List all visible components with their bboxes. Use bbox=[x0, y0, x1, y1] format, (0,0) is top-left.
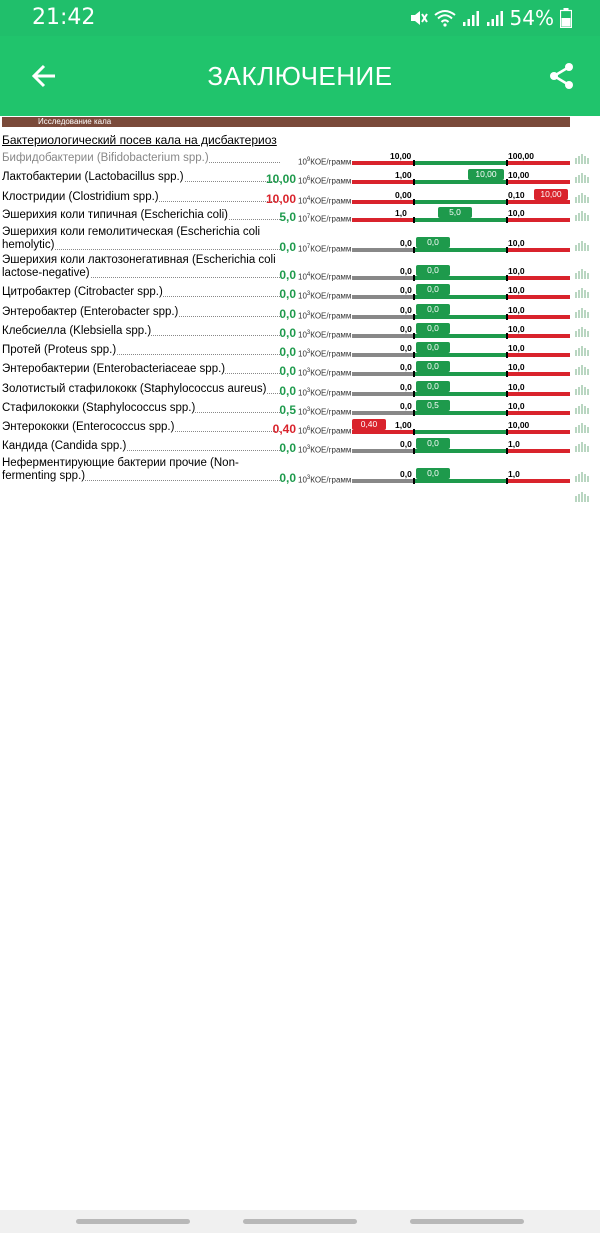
unit-tail: КОЕ/грамм bbox=[310, 349, 352, 359]
range-segment bbox=[414, 334, 507, 338]
range-segment bbox=[414, 430, 507, 434]
range-segment bbox=[507, 315, 570, 319]
result-value: 10,00 bbox=[265, 192, 296, 206]
result-name: Стафилококки (Staphylococcus spp.) bbox=[2, 402, 196, 414]
unit-base: 10 bbox=[298, 349, 307, 359]
share-button[interactable] bbox=[542, 56, 582, 96]
range-segment bbox=[414, 295, 507, 299]
range-segment bbox=[507, 248, 570, 252]
range-high-label: 1,0 bbox=[508, 469, 520, 479]
range-high-label: 1,0 bbox=[508, 439, 520, 449]
range-segment bbox=[414, 479, 507, 483]
result-unit bbox=[298, 291, 351, 301]
reference-range-bar bbox=[352, 372, 570, 376]
history-chart-icon[interactable] bbox=[575, 346, 589, 356]
range-high-label: 10,0 bbox=[508, 343, 525, 353]
reference-range-bar bbox=[352, 276, 570, 280]
value-marker-badge: 0,40 bbox=[352, 419, 386, 430]
range-low-label: 0,0 bbox=[400, 382, 412, 392]
range-tick bbox=[413, 429, 415, 435]
range-low-label: 0,0 bbox=[400, 305, 412, 315]
unit-tail: КОЕ/грамм bbox=[310, 368, 352, 378]
result-value: 0,0 bbox=[279, 307, 296, 321]
mute-icon bbox=[408, 9, 428, 27]
range-segment bbox=[507, 295, 570, 299]
unit-base: 10 bbox=[298, 311, 307, 321]
value-marker-badge: 0,0 bbox=[416, 381, 450, 392]
history-chart-icon[interactable] bbox=[575, 241, 589, 251]
range-high-label: 10,0 bbox=[508, 324, 525, 334]
range-high-label: 100,00 bbox=[508, 151, 534, 161]
range-tick bbox=[413, 371, 415, 377]
unit-base: 10 bbox=[298, 388, 307, 398]
unit-tail: КОЕ/грамм bbox=[310, 426, 352, 436]
result-row[interactable] bbox=[0, 191, 600, 209]
reference-range-bar bbox=[352, 353, 570, 357]
nav-home-button[interactable] bbox=[243, 1219, 357, 1224]
range-low-label: 1,00 bbox=[395, 420, 412, 430]
nav-recent-button[interactable] bbox=[76, 1219, 190, 1224]
range-segment bbox=[352, 411, 414, 415]
result-name: Энтеробактер (Enterobacter spp.) bbox=[2, 306, 179, 318]
range-segment bbox=[414, 200, 507, 204]
result-row[interactable] bbox=[0, 286, 600, 304]
range-segment bbox=[352, 276, 414, 280]
battery-icon bbox=[560, 8, 572, 28]
result-name: Протей (Proteus spp.) bbox=[2, 344, 117, 356]
result-unit bbox=[298, 244, 351, 254]
unit-exponent: 6 bbox=[306, 426, 311, 432]
range-segment bbox=[414, 411, 507, 415]
wifi-icon bbox=[434, 9, 456, 27]
range-segment bbox=[414, 161, 507, 165]
unit-tail: КОЕ/грамм bbox=[310, 475, 352, 485]
range-segment bbox=[507, 430, 570, 434]
signal-icon bbox=[486, 9, 504, 27]
status-time: 21:42 bbox=[32, 5, 96, 30]
range-high-label: 10,0 bbox=[508, 362, 525, 372]
range-segment bbox=[414, 315, 507, 319]
range-low-label: 0,0 bbox=[400, 266, 412, 276]
reference-range-bar bbox=[352, 161, 570, 165]
range-low-label: 0,0 bbox=[400, 469, 412, 479]
value-marker-badge: 0,0 bbox=[416, 265, 450, 276]
value-marker-badge: 0,0 bbox=[416, 323, 450, 334]
result-name: Эшерихия коли лактозонегативная (Escherichia coli bbox=[2, 254, 276, 266]
range-segment bbox=[507, 372, 570, 376]
range-segment bbox=[352, 353, 414, 357]
range-tick bbox=[413, 391, 415, 397]
range-segment bbox=[414, 180, 507, 184]
result-row[interactable] bbox=[0, 226, 600, 254]
result-unit bbox=[298, 176, 351, 186]
value-marker-badge: 0,0 bbox=[416, 361, 450, 372]
range-segment bbox=[352, 180, 414, 184]
result-unit bbox=[298, 272, 351, 282]
range-tick bbox=[413, 333, 415, 339]
range-segment bbox=[507, 180, 570, 184]
range-segment bbox=[352, 392, 414, 396]
range-tick bbox=[413, 199, 415, 205]
result-row[interactable] bbox=[0, 325, 600, 343]
unit-tail: КОЕ/грамм bbox=[310, 407, 352, 417]
reference-range-bar bbox=[352, 315, 570, 319]
unit-base: 10 bbox=[298, 368, 307, 378]
range-segment bbox=[507, 411, 570, 415]
range-tick bbox=[413, 275, 415, 281]
range-segment bbox=[507, 218, 570, 222]
result-row[interactable] bbox=[0, 421, 600, 439]
result-row[interactable] bbox=[0, 209, 600, 227]
range-segment bbox=[352, 315, 414, 319]
range-segment bbox=[414, 353, 507, 357]
unit-tail: КОЕ/грамм bbox=[310, 272, 352, 282]
unit-base: 10 bbox=[298, 157, 307, 167]
result-name-cont: lactose-negative) bbox=[2, 267, 90, 279]
range-tick bbox=[413, 478, 415, 484]
unit-base: 10 bbox=[298, 475, 307, 485]
history-chart-icon[interactable] bbox=[575, 472, 589, 482]
unit-tail: КОЕ/грамм bbox=[310, 291, 352, 301]
result-row[interactable] bbox=[0, 306, 600, 324]
result-unit bbox=[298, 388, 351, 398]
result-value: 0,0 bbox=[279, 384, 296, 398]
range-segment bbox=[352, 334, 414, 338]
nav-back-button[interactable] bbox=[410, 1219, 524, 1224]
result-value: 0,0 bbox=[279, 326, 296, 340]
result-value: 0,0 bbox=[279, 364, 296, 378]
reference-range-bar bbox=[352, 449, 570, 453]
status-bar bbox=[0, 0, 600, 36]
range-tick bbox=[413, 410, 415, 416]
section-header: Бактериологический посев кала на дисбактериоз bbox=[2, 133, 277, 147]
unit-tail: КОЕ/грамм bbox=[310, 445, 352, 455]
unit-exponent: 6 bbox=[306, 176, 311, 182]
unit-exponent: 3 bbox=[306, 311, 311, 317]
value-marker-badge: 0,0 bbox=[416, 342, 450, 353]
range-segment bbox=[507, 334, 570, 338]
unit-base: 10 bbox=[298, 176, 307, 186]
range-low-label: 0,0 bbox=[400, 439, 412, 449]
result-value: 0,0 bbox=[279, 268, 296, 282]
value-marker-badge: 0,0 bbox=[416, 304, 450, 315]
range-segment bbox=[414, 392, 507, 396]
unit-tail: КОЕ/грамм bbox=[310, 196, 352, 206]
range-tick bbox=[413, 217, 415, 223]
range-low-label: 10,00 bbox=[390, 151, 412, 161]
system-icons bbox=[408, 6, 572, 30]
unit-exponent: 4 bbox=[306, 272, 311, 278]
unit-exponent: 4 bbox=[306, 196, 311, 202]
range-high-label: 10,00 bbox=[508, 420, 530, 430]
range-tick bbox=[413, 294, 415, 300]
result-unit bbox=[298, 475, 351, 485]
unit-exponent: 9 bbox=[306, 157, 311, 163]
result-name: Цитробактер (Citrobacter spp.) bbox=[2, 286, 163, 298]
result-value: 0,0 bbox=[279, 471, 296, 485]
result-value: 0,0 bbox=[279, 345, 296, 359]
range-segment bbox=[507, 392, 570, 396]
unit-base: 10 bbox=[298, 330, 307, 340]
range-segment bbox=[507, 449, 570, 453]
history-chart-icon[interactable] bbox=[575, 193, 589, 203]
signal-icon bbox=[462, 9, 480, 27]
reference-range-bar bbox=[352, 295, 570, 299]
result-value: 0,5 bbox=[279, 403, 296, 417]
range-tick bbox=[413, 314, 415, 320]
result-name-cont: fermenting spp.) bbox=[2, 470, 86, 482]
reference-range-bar bbox=[352, 180, 570, 184]
result-name-cont: hemolytic) bbox=[2, 239, 55, 251]
range-high-label: 10,0 bbox=[508, 266, 525, 276]
history-chart-icon[interactable] bbox=[575, 269, 589, 279]
result-name: Эшерихия коли гемолитическая (Escherichia coli bbox=[2, 226, 261, 238]
range-high-label: 10,00 bbox=[508, 170, 530, 180]
range-low-label: 0,0 bbox=[400, 238, 412, 248]
result-value: 0,0 bbox=[279, 441, 296, 455]
unit-tail: КОЕ/грамм bbox=[310, 388, 352, 398]
range-low-label: 0,0 bbox=[400, 343, 412, 353]
range-segment bbox=[507, 161, 570, 165]
result-value: 10,00 bbox=[265, 172, 296, 186]
result-row[interactable] bbox=[0, 171, 600, 189]
value-marker-badge: 0,0 bbox=[416, 284, 450, 295]
range-low-label: 0,0 bbox=[400, 285, 412, 295]
page-title: ЗАКЛЮЧЕНИЕ bbox=[207, 61, 393, 91]
reference-range-bar bbox=[352, 479, 570, 483]
unit-tail: КОЕ/грамм bbox=[310, 330, 352, 340]
unit-base: 10 bbox=[298, 244, 307, 254]
result-unit bbox=[298, 196, 351, 206]
reference-range-bar bbox=[352, 430, 570, 434]
range-tick bbox=[413, 352, 415, 358]
reference-range-bar bbox=[352, 248, 570, 252]
range-segment bbox=[507, 479, 570, 483]
section-bar: Исследование кала bbox=[2, 117, 570, 127]
unit-exponent: 3 bbox=[306, 445, 311, 451]
unit-base: 10 bbox=[298, 426, 307, 436]
range-high-label: 10,0 bbox=[508, 382, 525, 392]
result-name: Эшерихия коли типичная (Escherichia coli) bbox=[2, 209, 228, 221]
range-segment bbox=[352, 248, 414, 252]
unit-exponent: 3 bbox=[306, 407, 311, 413]
history-chart-icon[interactable] bbox=[575, 211, 589, 221]
unit-exponent: 7 bbox=[306, 244, 311, 250]
value-marker-badge: 10,00 bbox=[468, 169, 504, 180]
range-segment bbox=[414, 248, 507, 252]
reference-range-bar bbox=[352, 200, 570, 204]
range-low-label: 0,0 bbox=[400, 362, 412, 372]
history-chart-icon[interactable] bbox=[575, 327, 589, 337]
history-chart-icon[interactable] bbox=[575, 308, 589, 318]
result-unit bbox=[298, 349, 351, 359]
range-low-label: 0,0 bbox=[400, 324, 412, 334]
result-name: Клебсиелла (Klebsiella spp.) bbox=[2, 325, 152, 337]
result-value: 5,0 bbox=[279, 210, 296, 224]
range-tick bbox=[413, 247, 415, 253]
unit-exponent: 7 bbox=[306, 214, 311, 220]
unit-exponent: 3 bbox=[306, 368, 311, 374]
unit-base: 10 bbox=[298, 214, 307, 224]
range-high-label: 10,0 bbox=[508, 401, 525, 411]
result-name: Клостридии (Clostridium spp.) bbox=[2, 191, 159, 203]
unit-base: 10 bbox=[298, 272, 307, 282]
result-row[interactable] bbox=[0, 440, 600, 458]
range-segment bbox=[414, 276, 507, 280]
range-tick bbox=[413, 160, 415, 166]
unit-tail: КОЕ/грамм bbox=[310, 157, 352, 167]
range-segment bbox=[352, 430, 414, 434]
result-value: 0,40 bbox=[272, 422, 296, 436]
result-name: Энтерококки (Enterococcus spp.) bbox=[2, 421, 175, 433]
range-segment bbox=[414, 218, 507, 222]
result-row[interactable] bbox=[0, 457, 600, 485]
result-name: Кандида (Candida spp.) bbox=[2, 440, 127, 452]
range-high-label: 10,0 bbox=[508, 285, 525, 295]
value-marker-badge: 0,0 bbox=[416, 237, 450, 248]
history-chart-icon[interactable] bbox=[575, 385, 589, 395]
result-unit bbox=[298, 214, 351, 224]
result-value: 0,0 bbox=[279, 240, 296, 254]
unit-base: 10 bbox=[298, 291, 307, 301]
result-value: 0,0 bbox=[279, 287, 296, 301]
unit-base: 10 bbox=[298, 196, 307, 206]
range-tick bbox=[413, 179, 415, 185]
unit-exponent: 3 bbox=[306, 349, 311, 355]
value-marker-badge: 0,5 bbox=[416, 400, 450, 411]
range-segment bbox=[352, 479, 414, 483]
result-row[interactable] bbox=[0, 344, 600, 362]
history-chart-icon[interactable] bbox=[575, 173, 589, 183]
range-low-label: 0,0 bbox=[400, 401, 412, 411]
unit-exponent: 3 bbox=[306, 475, 311, 481]
history-chart-icon[interactable] bbox=[575, 404, 589, 414]
history-chart-icon[interactable] bbox=[575, 154, 589, 164]
unit-tail: КОЕ/грамм bbox=[310, 311, 352, 321]
result-row[interactable] bbox=[0, 402, 600, 420]
reference-range-bar bbox=[352, 411, 570, 415]
range-segment bbox=[414, 449, 507, 453]
navigation-bar bbox=[0, 1210, 600, 1233]
value-marker-badge: 5,0 bbox=[438, 207, 472, 218]
result-name: Неферментирующие бактерии прочие (Non- bbox=[2, 457, 239, 469]
battery-percent: 54% bbox=[509, 6, 554, 30]
result-row[interactable] bbox=[0, 254, 600, 282]
value-marker-badge: 0,0 bbox=[416, 438, 450, 449]
range-segment bbox=[352, 200, 414, 204]
range-high-label: 10,0 bbox=[508, 305, 525, 315]
range-segment bbox=[352, 295, 414, 299]
range-high-label: 10,0 bbox=[508, 208, 525, 218]
result-unit bbox=[298, 407, 351, 417]
reference-range-bar bbox=[352, 334, 570, 338]
unit-base: 10 bbox=[298, 407, 307, 417]
history-chart-icon[interactable] bbox=[575, 423, 589, 433]
history-chart-icon[interactable] bbox=[575, 492, 589, 502]
unit-base: 10 bbox=[298, 445, 307, 455]
history-chart-icon[interactable] bbox=[575, 442, 589, 452]
range-segment bbox=[507, 353, 570, 357]
history-chart-icon[interactable] bbox=[575, 288, 589, 298]
unit-tail: КОЕ/грамм bbox=[310, 244, 352, 254]
result-unit bbox=[298, 330, 351, 340]
range-segment bbox=[414, 372, 507, 376]
history-chart-icon[interactable] bbox=[575, 365, 589, 375]
unit-exponent: 3 bbox=[306, 291, 311, 297]
range-segment bbox=[352, 372, 414, 376]
unit-tail: КОЕ/грамм bbox=[310, 214, 352, 224]
reference-range-bar bbox=[352, 218, 570, 222]
range-segment bbox=[352, 449, 414, 453]
range-tick bbox=[413, 448, 415, 454]
value-marker-badge: 10,00 bbox=[534, 189, 568, 200]
result-row[interactable] bbox=[0, 363, 600, 381]
result-name: Золотистый стафилококк (Staphylococcus aureus) bbox=[2, 383, 267, 395]
range-segment bbox=[352, 161, 414, 165]
range-high-label: 0,10 bbox=[508, 190, 525, 200]
result-row[interactable] bbox=[0, 383, 600, 401]
range-low-label: 1,00 bbox=[395, 170, 412, 180]
reference-range-bar bbox=[352, 392, 570, 396]
result-unit bbox=[298, 157, 351, 167]
range-low-label: 1,0 bbox=[395, 208, 407, 218]
app-bar bbox=[0, 36, 600, 116]
result-name: Энтеробактерии (Enterobacteriaceae spp.) bbox=[2, 363, 226, 375]
range-high-label: 10,0 bbox=[508, 238, 525, 248]
result-row[interactable] bbox=[0, 152, 600, 170]
result-unit bbox=[298, 311, 351, 321]
unit-exponent: 3 bbox=[306, 330, 311, 336]
value-marker-badge: 0,0 bbox=[416, 468, 450, 479]
result-unit bbox=[298, 445, 351, 455]
unit-exponent: 3 bbox=[306, 388, 311, 394]
share-icon bbox=[548, 62, 576, 90]
range-segment bbox=[507, 276, 570, 280]
unit-tail: КОЕ/грамм bbox=[310, 176, 352, 186]
result-name: Бифидобактерии (Bifidobacterium spp.) bbox=[2, 152, 209, 164]
range-low-label: 0,00 bbox=[395, 190, 412, 200]
range-segment bbox=[352, 218, 414, 222]
result-name: Лактобактерии (Lactobacillus spp.) bbox=[2, 171, 184, 183]
result-unit bbox=[298, 426, 351, 436]
range-segment bbox=[507, 200, 570, 204]
result-unit bbox=[298, 368, 351, 378]
